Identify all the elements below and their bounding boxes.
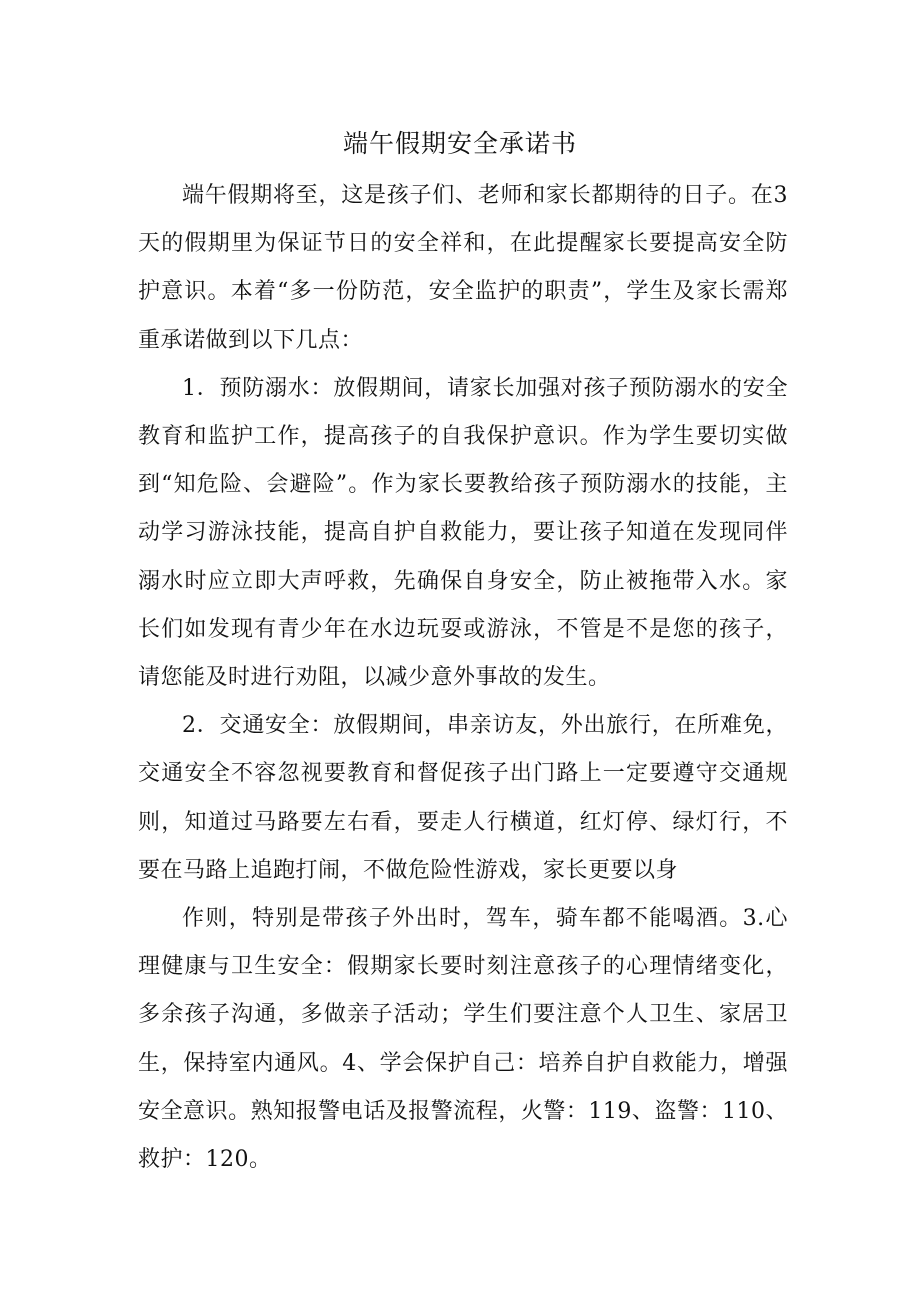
paragraph-drowning: 1．预防溺水：放假期间，请家长加强对孩子预防溺水的安全教育和监护工作，提高孩子的自我保护意识。作为学生要切实做到“知危险、会避险”。作为家长要教给孩子预防溺水的技能，主动学习游泳技能，提高自护自救能力，要让孩子知道在发现同伴溺水时应立即大声呼救，先确保自身安全，防止被拖带入水。家长们如发现有青少年在水边玩耍或游泳，不管是不是您的孩子，请您能及时进行劝阻，以减少意外事故的发生。	[138, 375, 788, 691]
paragraph-health-and-self-protection: 作则，特别是带孩子外出时，驾车，骑车都不能喝酒。3.心理健康与卫生安全：假期家长要时刻注意孩子的心理情绪变化，多余孩子沟通，多做亲子活动；学生们要注意个人卫生、家居卫生，保持室内通风。4、学会保护自己：培养自护自救能力，增强安全意识。熟知报警电话及报警流程，火警：119、盗警：110、救护：120。	[138, 906, 788, 1173]
document-body	[138, 172, 788, 1184]
paragraph-traffic: 2．交通安全：放假期间，串亲访友，外出旅行，在所难免，交通安全不容忽视要教育和督促孩子出门路上一定要遵守交通规则，知道过马路要左右看，要走人行横道，红灯停、绿灯行，不要在马路上追跑打闹，不做危险性游戏，家长更要以身	[138, 713, 788, 883]
document-title: 端午假期安全承诺书	[342, 129, 577, 158]
paragraph-intro: 端午假期将至，这是孩子们、老师和家长都期待的日子。在3天的假期里为保证节日的安全祥和，在此提醒家长要提高安全防护意识。本着“多一份防范，安全监护的职责”，学生及家长需郑重承诺做到以下几点：	[138, 183, 788, 353]
